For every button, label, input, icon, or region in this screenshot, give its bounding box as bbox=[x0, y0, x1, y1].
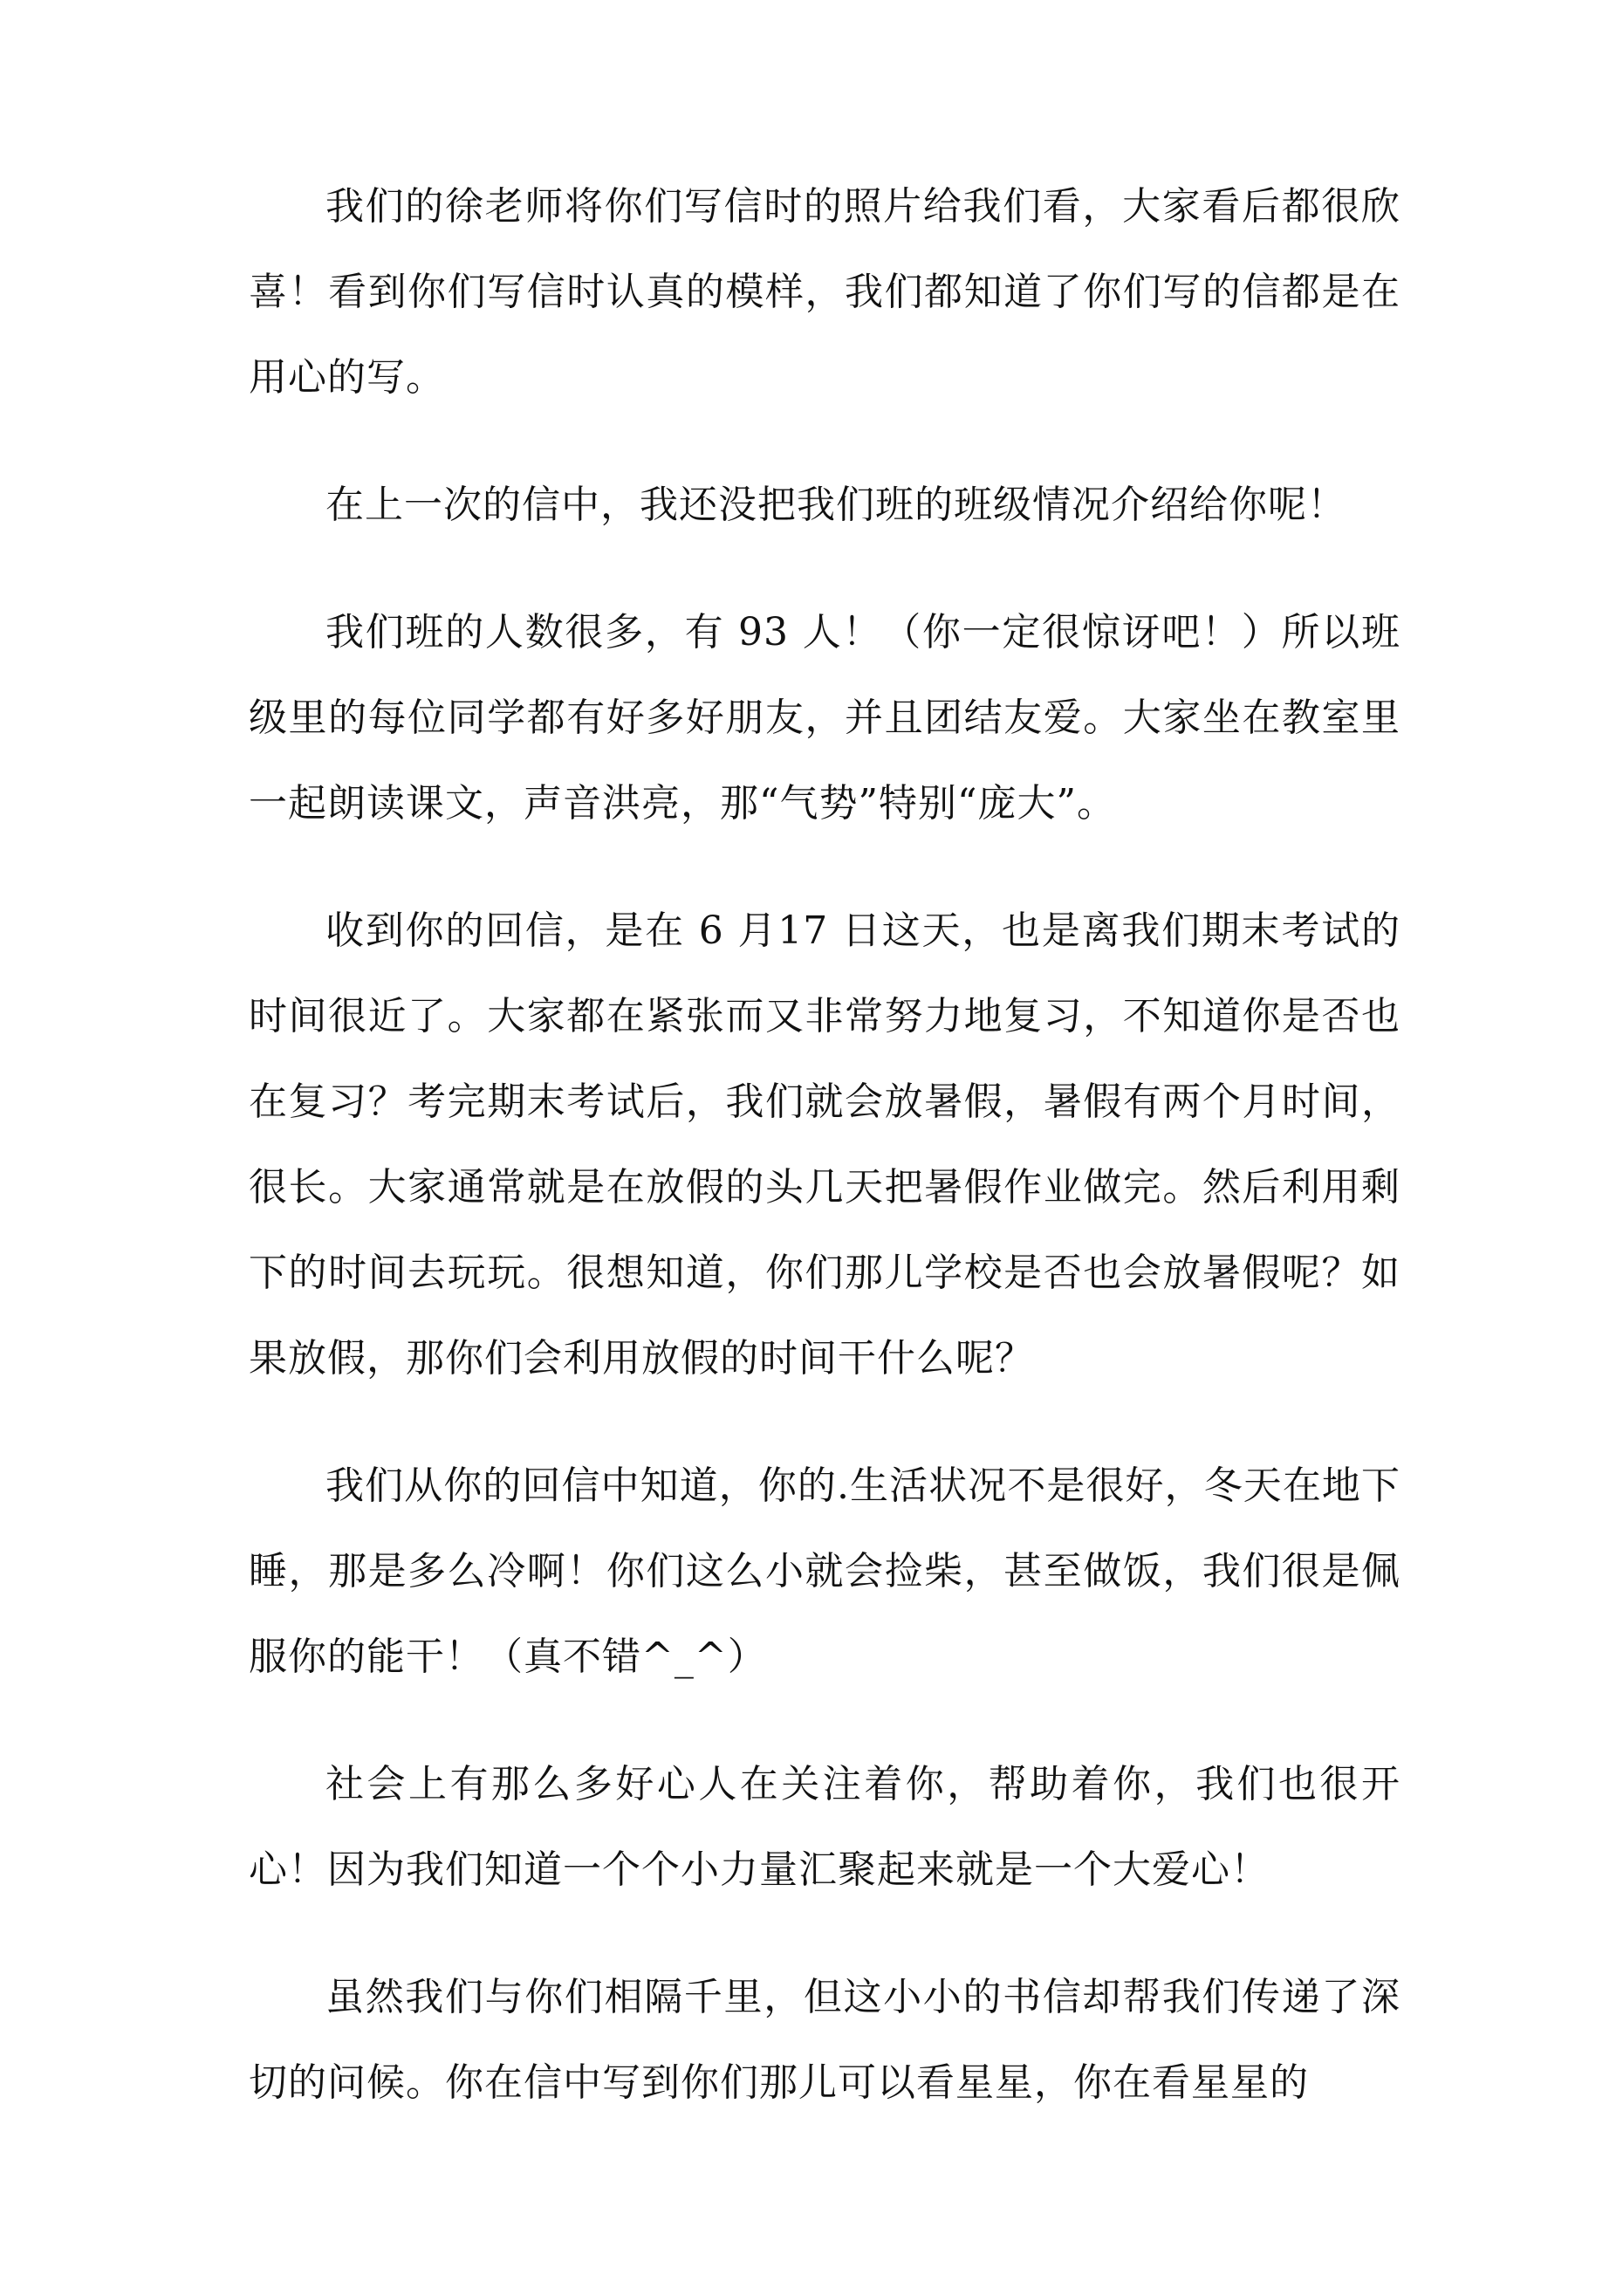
paragraph-1: 我们的徐老师将你们写信时的照片给我们看，大家看后都很欣喜！看到你们写信时认真的模样，我们都知道了你们写的信都是在用心的写。 bbox=[249, 184, 1400, 400]
paragraph-2: 在上一次的信中，我还没把我们班的班级情况介绍给你呢！ bbox=[325, 483, 1346, 527]
paragraph-7: 虽然我们与你们相隔千里，但这小小的书信却帮我们传递了深切的问候。你在信中写到你们那儿可以看星星，你在看星星的 bbox=[249, 1975, 1400, 2105]
paragraph-6: 社会上有那么多好心人在关注着你，帮助着你，我们也很开心！因为我们知道一个个小力量汇聚起来就是一个大爱心！ bbox=[249, 1762, 1400, 1892]
paragraph-3: 我们班的人数很多，有 93 人！（你一定很惊讶吧！）所以班级里的每位同学都有好多好朋友，并且团结友爱。大家坐在教室里一起朗读课文，声音洪亮，那“气势”特别“庞大”。 bbox=[249, 610, 1400, 826]
paragraph-5: 我们从你的回信中知道，你的.生活状况不是很好，冬天在地下睡，那是多么冷啊！你们这么小就会捡柴，甚至做饭，我们很是佩服你的能干！（真不错^_^） bbox=[249, 1463, 1400, 1679]
paragraph-4: 收到你的回信，是在 6 月17 日这天，也是离我们期末考试的时间很近了。大家都在紧张而又非常努力地复习，不知道你是否也在复习？考完期末考试后，我们就会放暑假，暑假有两个月时间，很长。大家通常就是在放假的头几天把暑假作业做完。然后利用剩下的时间去玩玩。很想知道，你们那儿学校是否也会放暑假呢？如果放假，那你们会利用放假的时间干什么呢？ bbox=[249, 908, 1400, 1381]
letter-body bbox=[249, 164, 1400, 2168]
